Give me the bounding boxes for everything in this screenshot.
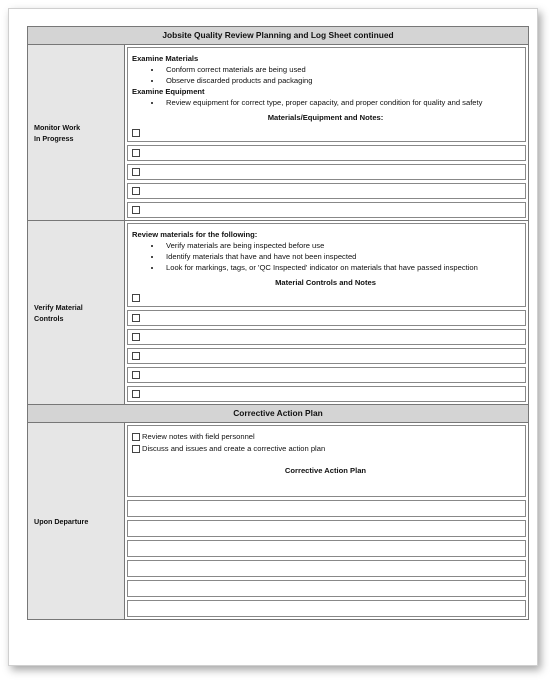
- note-row: [127, 329, 526, 345]
- verify-main-box: [127, 223, 526, 307]
- checkbox[interactable]: [132, 445, 140, 453]
- section-monitor-work: [28, 45, 528, 221]
- list-item: • Look for markings, tags, or 'QC Inspected' indicator on materials that have passed inspection: [162, 262, 519, 273]
- departure-main-box: [127, 425, 526, 497]
- plan-row[interactable]: [127, 500, 526, 517]
- section-label-monitor: [28, 45, 125, 220]
- list-item: • Verify materials are being inspected before use: [162, 240, 519, 251]
- list-item: • Observe discarded products and packaging: [162, 75, 519, 86]
- note-row: [127, 310, 526, 326]
- list-item: • Review equipment for correct type, proper capacity, and proper condition for quality and safety: [162, 97, 519, 108]
- checkbox[interactable]: [132, 149, 140, 157]
- checkbox[interactable]: [132, 390, 140, 398]
- corrective-action-banner: Corrective Action Plan: [28, 405, 528, 423]
- corrective-plan-title: Corrective Action Plan: [284, 466, 367, 475]
- section-verify-material: [28, 221, 528, 405]
- verify-bullet-list: [132, 240, 519, 273]
- checkbox[interactable]: [132, 371, 140, 379]
- plan-row[interactable]: [127, 520, 526, 537]
- checkbox[interactable]: [132, 433, 140, 441]
- materials-bullet-list: [132, 64, 519, 86]
- examine-materials-heading: Examine Materials: [132, 54, 199, 63]
- checkbox[interactable]: [132, 294, 140, 302]
- verify-label-line2: Controls: [34, 313, 64, 323]
- monitor-main-box: [127, 47, 526, 142]
- section-upon-departure: [28, 423, 528, 619]
- equipment-bullet-list: [132, 97, 519, 108]
- note-checkbox-row: [132, 127, 519, 138]
- section-label-departure: [28, 423, 125, 619]
- checkbox[interactable]: [132, 314, 140, 322]
- note-row: [127, 183, 526, 199]
- note-row: [127, 386, 526, 402]
- plan-row[interactable]: [127, 540, 526, 557]
- examine-equipment-heading: Examine Equipment: [132, 87, 205, 96]
- checkbox[interactable]: [132, 352, 140, 360]
- monitor-label-line2: In Progress: [34, 133, 74, 143]
- departure-check-item: [132, 443, 519, 455]
- monitor-label-line1: Monitor Work: [34, 122, 81, 132]
- note-row: [127, 367, 526, 383]
- verify-intro: Review materials for the following:: [132, 230, 258, 239]
- checkbox[interactable]: [132, 129, 140, 137]
- verify-label-line1: Verify Material: [34, 302, 83, 312]
- checkbox[interactable]: [132, 168, 140, 176]
- section-label-verify: [28, 221, 125, 404]
- plan-row[interactable]: [127, 600, 526, 617]
- checkbox[interactable]: [132, 333, 140, 341]
- check-label: Discuss and issues and create a corrective action plan: [142, 444, 326, 453]
- list-item: • Identify materials that have and have not been inspected: [162, 251, 519, 262]
- departure-label: Upon Departure: [34, 516, 89, 526]
- monitor-content: [125, 45, 528, 220]
- note-row: [127, 348, 526, 364]
- departure-content: [125, 423, 528, 619]
- checkbox[interactable]: [132, 206, 140, 214]
- note-checkbox-row: [132, 292, 519, 303]
- check-label: Review notes with field personnel: [142, 432, 255, 441]
- plan-row[interactable]: [127, 580, 526, 597]
- material-controls-title: Material Controls and Notes: [275, 278, 376, 287]
- quality-review-form: [27, 26, 529, 620]
- note-row: [127, 164, 526, 180]
- plan-row[interactable]: [127, 560, 526, 577]
- verify-content: [125, 221, 528, 404]
- list-item: • Conform correct materials are being used: [162, 64, 519, 75]
- note-row: [127, 145, 526, 161]
- checkbox[interactable]: [132, 187, 140, 195]
- departure-check-item: [132, 431, 519, 443]
- document-page: [8, 8, 538, 666]
- form-title: Jobsite Quality Review Planning and Log Sheet continued: [28, 27, 528, 45]
- materials-notes-title: Materials/Equipment and Notes:: [267, 113, 384, 122]
- note-row: [127, 202, 526, 218]
